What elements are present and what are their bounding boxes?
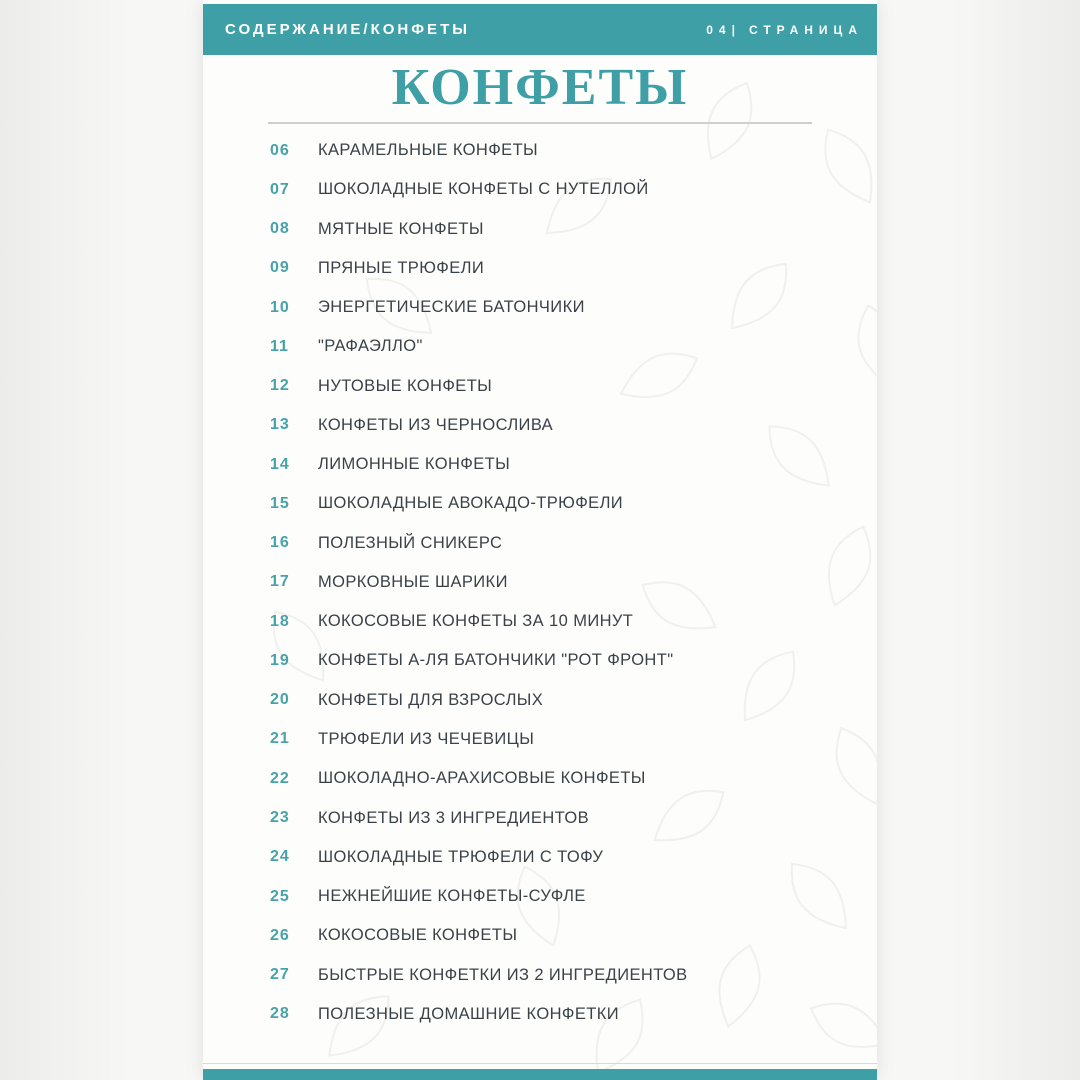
toc-entry-number: 26 (270, 926, 290, 944)
toc-entry-label: МОРКОВНЫЕ ШАРИКИ (318, 572, 508, 591)
toc-entry-label: "РАФАЭЛЛО" (318, 337, 423, 356)
toc-entry[interactable] (270, 563, 861, 602)
toc-entry-number: 09 (270, 259, 290, 277)
page-number: 04 (706, 22, 732, 37)
toc-entry[interactable] (270, 210, 861, 249)
toc-entry[interactable] (270, 838, 861, 877)
toc-entry-label: МЯТНЫЕ КОНФЕТЫ (318, 219, 484, 238)
toc-entry[interactable] (270, 249, 861, 288)
toc-entry-number: 17 (270, 573, 290, 591)
toc-entry-number: 16 (270, 534, 290, 552)
toc-entry-number: 07 (270, 180, 290, 198)
toc-entry-number: 28 (270, 1005, 290, 1023)
toc-entry-label: ШОКОЛАДНО-АРАХИСОВЫЕ КОНФЕТЫ (318, 769, 646, 788)
toc-entry[interactable] (270, 641, 861, 680)
toc-entry[interactable] (270, 956, 861, 995)
page-indicator (706, 23, 863, 37)
toc-entry-label: КАРАМЕЛЬНЫЕ КОНФЕТЫ (318, 141, 539, 159)
page-separator-icon: | (731, 22, 741, 37)
toc-entry-label: ПРЯНЫЕ ТРЮФЕЛИ (318, 258, 485, 277)
toc-entry[interactable] (270, 131, 861, 170)
toc-entry-number: 21 (270, 730, 290, 748)
toc-entry[interactable] (270, 759, 861, 798)
toc-entry[interactable] (270, 877, 861, 916)
toc-entry-number: 24 (270, 848, 290, 866)
page-title: КОНФЕТЫ (391, 59, 689, 116)
toc-entry[interactable] (270, 916, 861, 955)
toc-entry-label: ШОКОЛАДНЫЕ ТРЮФЕЛИ С ТОФУ (318, 847, 604, 866)
toc-entry[interactable] (270, 681, 861, 720)
toc-entry-label: КОКОСОВЫЕ КОНФЕТЫ (318, 926, 518, 945)
breadcrumb: СОДЕРЖАНИЕ/КОНФЕТЫ (225, 21, 470, 38)
toc-entry-number: 20 (270, 691, 290, 709)
toc-entry-number: 13 (270, 416, 290, 434)
toc-entry-number: 15 (270, 494, 290, 512)
toc-entry[interactable] (270, 995, 861, 1034)
footer-bar (203, 1069, 877, 1080)
toc-entry-number: 14 (270, 455, 290, 473)
toc-entry[interactable] (270, 327, 861, 366)
toc-page (203, 0, 877, 1080)
toc-entry[interactable] (270, 799, 861, 838)
toc-entry-number: 10 (270, 298, 290, 316)
toc-entry[interactable] (270, 720, 861, 759)
header-bar (203, 4, 877, 55)
toc-entry-label: БЫСТРЫЕ КОНФЕТКИ ИЗ 2 ИНГРЕДИЕНТОВ (318, 965, 688, 984)
toc-entry-label: ТРЮФЕЛИ ИЗ ЧЕЧЕВИЦЫ (318, 729, 535, 748)
toc-entry[interactable] (270, 170, 861, 209)
toc-entry-number: 12 (270, 377, 290, 395)
toc-entry[interactable] (270, 484, 861, 523)
toc-entry-label: ПОЛЕЗНЫЙ СНИКЕРС (318, 533, 503, 552)
toc-entry[interactable] (270, 406, 861, 445)
toc-entry-label: КОКОСОВЫЕ КОНФЕТЫ ЗА 10 МИНУТ (318, 612, 634, 631)
toc-entry[interactable] (270, 602, 861, 641)
toc-entry-label: ЭНЕРГЕТИЧЕСКИЕ БАТОНЧИКИ (318, 298, 585, 317)
toc-entry-number: 19 (270, 651, 290, 669)
toc-entry-number: 27 (270, 966, 290, 984)
toc-entry-number: 08 (270, 220, 290, 238)
toc-entry-number: 18 (270, 612, 290, 630)
card-bottom-edge (203, 1063, 877, 1064)
toc-entry-label: ПОЛЕЗНЫЕ ДОМАШНИЕ КОНФЕТКИ (318, 1004, 619, 1023)
toc-entry-label: НУТОВЫЕ КОНФЕТЫ (318, 376, 493, 395)
page-label: СТРАНИЦА (748, 22, 863, 37)
toc-entry[interactable] (270, 445, 861, 484)
toc-entry[interactable] (270, 367, 861, 406)
toc-entry[interactable] (270, 524, 861, 563)
toc-entry-label: КОНФЕТЫ А-ЛЯ БАТОНЧИКИ "РОТ ФРОНТ" (318, 651, 674, 670)
toc-entry-number: 23 (270, 809, 290, 827)
toc-entry-label: КОНФЕТЫ ДЛЯ ВЗРОСЛЫХ (318, 690, 544, 709)
toc-entry-number: 11 (270, 337, 289, 355)
toc-entry-number: 25 (270, 887, 290, 905)
toc-entry-label: ЛИМОННЫЕ КОНФЕТЫ (318, 455, 511, 474)
toc-entry-label: КОНФЕТЫ ИЗ ЧЕРНОСЛИВА (318, 415, 554, 434)
toc-entry-label: НЕЖНЕЙШИЕ КОНФЕТЫ-СУФЛЕ (318, 887, 586, 906)
toc-entry-label: ШОКОЛАДНЫЕ АВОКАДО-ТРЮФЕЛИ (318, 494, 624, 513)
title-divider (268, 122, 812, 124)
toc-entry[interactable] (270, 288, 861, 327)
toc-entry-number: 22 (270, 769, 290, 787)
toc-entry-number: 06 (270, 141, 290, 159)
toc-entry-label: КОНФЕТЫ ИЗ 3 ИНГРЕДИЕНТОВ (318, 808, 590, 827)
toc-entry-label: ШОКОЛАДНЫЕ КОНФЕТЫ С НУТЕЛЛОЙ (318, 180, 649, 199)
toc-list (270, 131, 861, 1034)
